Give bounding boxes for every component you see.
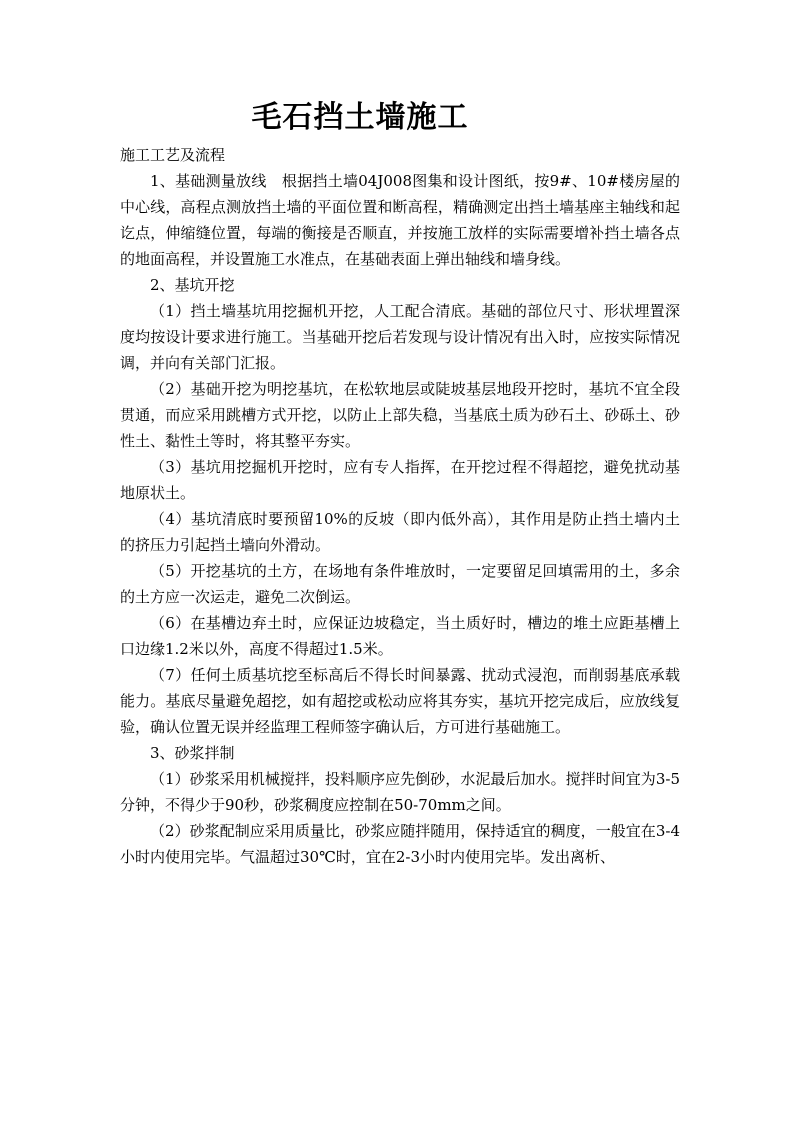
subheading-mortar: 3、砂浆拌制 <box>150 744 235 762</box>
paragraph-mortar-1: （1）砂浆采用机械搅拌，投料顺序应先倒砂，水泥最后加水。搅拌时间宜为3-5分钟，不得少于90秒，砂浆稠度应控制在50-70mm之间。 <box>120 770 680 814</box>
document-title: 毛石挡土墙施工 <box>251 100 469 135</box>
paragraph-excavation-5: （5）开挖基坑的土方，在场地有条件堆放时，一定要留足回填需用的土，多余的土方应一次运走，避免二次倒运。 <box>120 562 680 606</box>
subheading-excavation: 2、基坑开挖 <box>150 276 235 294</box>
paragraph-excavation-6: （6）在基槽边弃土时，应保证边坡稳定，当土质好时，槽边的堆土应距基槽上口边缘1.2米以外，高度不得超过1.5米。 <box>120 614 680 658</box>
section-heading: 施工工艺及流程 <box>120 146 226 164</box>
paragraph-mortar-2: （2）砂浆配制应采用质量比，砂浆应随拌随用，保持适宜的稠度，一般宜在3-4小时内使用完毕。气温超过30℃时，宜在2-3小时内使用完毕。发出离析、 <box>120 822 680 866</box>
paragraph-excavation-3: （3）基坑用挖掘机开挖时，应有专人指挥，在开挖过程不得超挖，避免扰动基地原状土。 <box>120 458 680 502</box>
document-body <box>120 142 680 870</box>
paragraph-survey: 1、基础测量放线 根据挡土墙04J008图集和设计图纸，按9#、10#楼房屋的中心线，高程点测放挡土墙的平面位置和断高程，精确测定出挡土墙基座主轴线和起讫点，伸缩缝位置，每端的衡接是否顺直，并按施工放样的实际需要增补挡土墙各点的地面高程，并设置施工水准点，在基础表面上弹出轴线和墙身线。 <box>120 172 680 268</box>
paragraph-excavation-2: （2）基础开挖为明挖基坑，在松软地层或陡坡基层地段开挖时，基坑不宜全段贯通，而应采用跳槽方式开挖，以防止上部失稳，当基底土质为砂石土、砂砾土、砂性土、黏性土等时，将其整平夯实。 <box>120 380 680 450</box>
paragraph-excavation-1: （1）挡土墙基坑用挖掘机开挖，人工配合清底。基础的部位尺寸、形状埋置深度均按设计要求进行施工。当基础开挖后若发现与设计情况有出入时，应按实际情况调，并向有关部门汇报。 <box>120 302 680 372</box>
paragraph-excavation-7: （7）任何土质基坑挖至标高后不得长时间暴露、扰动式浸泡，而削弱基底承载能力。基底尽量避免超挖，如有超挖或松动应将其夯实，基坑开挖完成后，应放线复验，确认位置无误并经监理工程师签字确认后，方可进行基础施工。 <box>120 666 680 736</box>
paragraph-excavation-4: （4）基坑清底时要预留10%的反坡（即内低外高），其作用是防止挡土墙内土的挤压力引起挡土墙向外滑动。 <box>120 510 680 554</box>
